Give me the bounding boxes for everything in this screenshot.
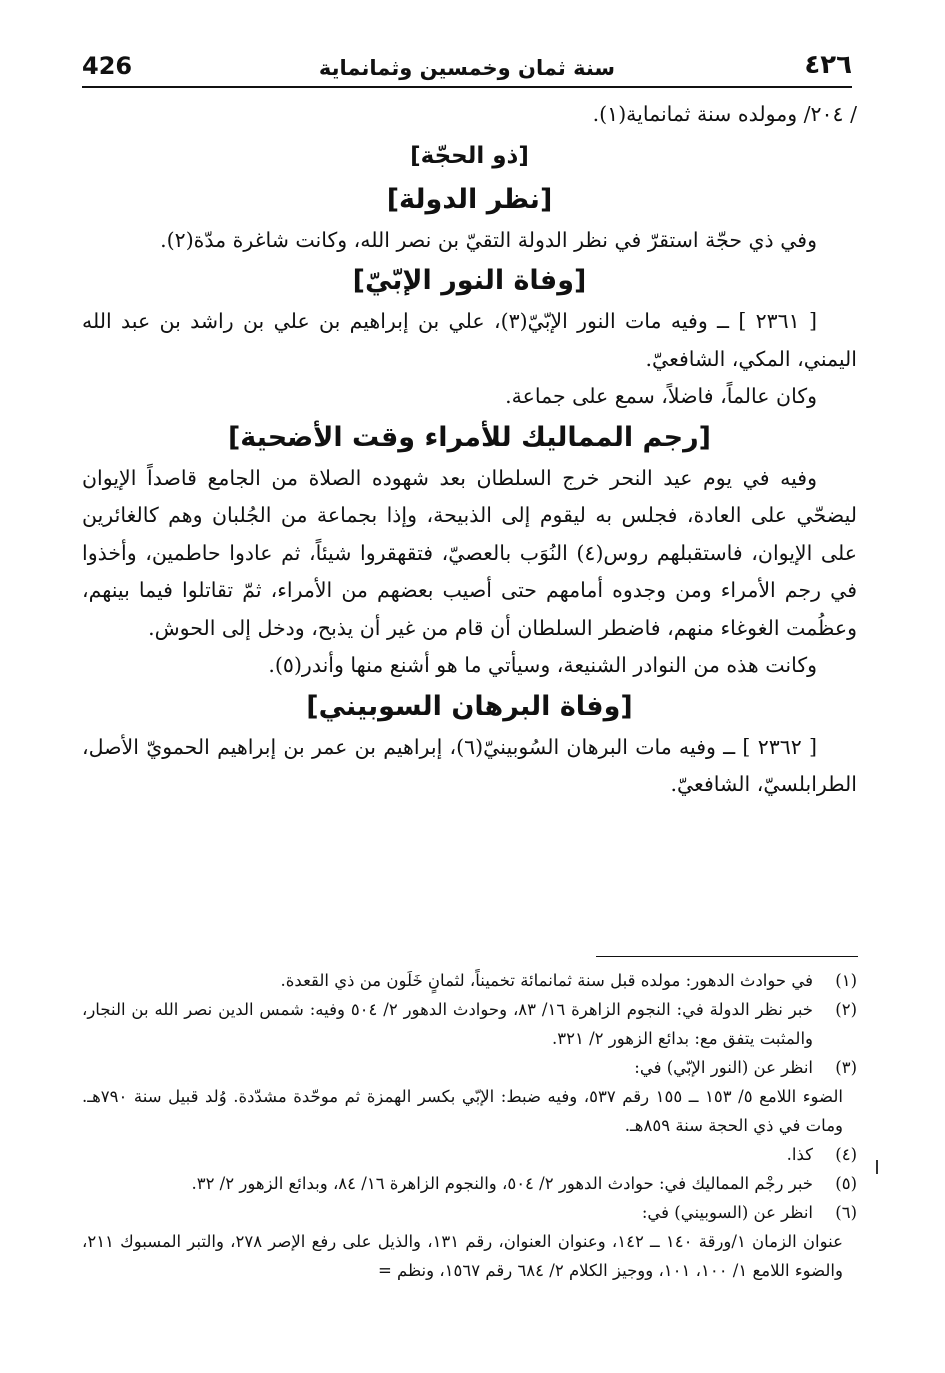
paragraph: وفي ذي حجّة استقرّ في نظر الدولة التقيّ بن نصر الله، وكانت شاغرة مدّة(٢). xyxy=(160,227,817,252)
footnote-text: انظر عن (النور الإبّي) في: xyxy=(634,1058,813,1077)
running-title: سنة ثمان وخمسين وثمانماية xyxy=(318,56,616,80)
footnote-continuation: عنوان الزمان ١/ورقة ١٤٠ ــ ١٤٢، وعنوان العنوان، رقم ١٣١، والذيل على رفع الإصر ٢٧٨، والتبر المسبوك ٢١١، والضوء اللامع ١/ ١٠٠، ١٠١، ووجيز الكلام ٢/ ٦٨٤ رقم ١٥٦٧، ونظم = xyxy=(82,1232,843,1280)
footnote-text: في حوادث الدهور: مولده قبل سنة ثمانمائة تخميناً، لثمانٍ خَلَون من ذي القعدة. xyxy=(280,971,813,990)
footnote-text: انظر عن (السوبيني) في: xyxy=(641,1203,813,1222)
footnote-number: (٦) xyxy=(835,1203,857,1222)
paragraph: وكان عالماً، فاضلاً، سمع على جماعة. xyxy=(505,384,817,408)
continued-line: / ٢٠٤/ ومولده سنة ثمانماية(١). xyxy=(592,102,857,126)
page-number-latin: 426 xyxy=(82,52,133,80)
footnote xyxy=(82,1140,857,1169)
footnote-text: خبر نظر الدولة في: النجوم الزاهرة ١٦/ ٨٣، وحوادث الدهور ٢/ ٥٠٤ وفيه: شمس الدين نصر الله بن النجار، والمثبت يتفق مع: بدائع الزهور ٢/ ٣٢١. xyxy=(82,1000,813,1048)
paragraph: وكانت هذه من النوادر الشنيعة، وسيأتي ما هو أشنع منها وأندر(٥). xyxy=(268,653,817,677)
footnote-number: (٢) xyxy=(835,1000,857,1019)
footnote-continuation: الضوء اللامع ٥/ ١٥٣ ــ ١٥٥ رقم ٥٣٧، وفيه ضبط: الإبّي بكسر الهمزة ثم موحّدة مشدّدة. وُلد قبيل سنة ٧٩٠هـ. ومات في ذي الحجة سنة ٨٥٩هـ. xyxy=(82,1087,843,1135)
section-heading-mamluk-stoning: [رجم المماليك للأمراء وقت الأضحية] xyxy=(227,421,712,453)
page-header xyxy=(82,44,852,88)
footnote xyxy=(82,1053,857,1082)
margin-mark xyxy=(876,1160,878,1174)
footnote-number: (١) xyxy=(835,971,857,990)
biography-entry-2362: [ ٢٣٦٢ ] ــ وفيه مات البرهان السُوبينيّ(٦)، إبراهيم بن عمر بن إبراهيم الحمويّ الأصل، الطرابلسيّ، الشافعيّ. xyxy=(82,734,857,796)
section-heading-nazar-al-dawla: [نظر الدولة] xyxy=(386,183,553,215)
section-heading-dhul-hijja: [ذو الحجّة] xyxy=(410,142,529,169)
footnote-number: (٣) xyxy=(835,1058,857,1077)
footnote xyxy=(82,1198,857,1227)
footnote xyxy=(82,966,857,995)
footnote-text: كذا. xyxy=(786,1145,813,1164)
page-number-arabic: ٤٢٦ xyxy=(804,50,852,80)
section-heading-death-al-ibbi: [وفاة النور الإبّيّ] xyxy=(352,265,587,296)
footnote-separator xyxy=(596,956,858,957)
footnotes xyxy=(82,966,857,1285)
biography-entry-2361: [ ٢٣٦١ ] ــ وفيه مات النور الإبّيّ(٣)، علي بن إبراهيم بن علي بن راشد بن عبد الله اليمني، المكي، الشافعيّ. xyxy=(82,309,857,371)
footnote xyxy=(82,1169,857,1198)
footnote-number: (٥) xyxy=(835,1174,857,1193)
main-text xyxy=(82,96,857,804)
footnote-text: خبر رجْم المماليك في: حوادث الدهور ٢/ ٥٠٤، والنجوم الزاهرة ١٦/ ٨٤، وبدائع الزهور ٢/ ٣٢. xyxy=(191,1174,813,1193)
footnote xyxy=(82,995,857,1053)
paragraph: وفيه في يوم عيد النحر خرج السلطان بعد شهوده الصلاة من الجامع قاصداً الإيوان ليضحّي على العادة، فجلس به ليقوم إلى الذبيحة، وإذا بجماعة من الجُلبان وهم كالغائرين على الإيوان، فاستقبلهم روس(٤) النُوَب بالعصيّ، فتقهقروا شيئاً، ثم عادوا حاطمين، وأخذوا في رجم الأمراء ومن وجدوه أمامهم حتى أصيب بعضهم من الأمراء، ثمّ تقاتلوا فيما بينهم، وعظُمت الغوغاء منهم، فاضطر السلطان أن قام من غير أن يذبح، ودخل إلى الحوش. xyxy=(82,465,858,640)
section-heading-death-al-suwayni: [وفاة البرهان السوبيني] xyxy=(306,690,633,722)
footnote-number: (٤) xyxy=(835,1145,857,1164)
